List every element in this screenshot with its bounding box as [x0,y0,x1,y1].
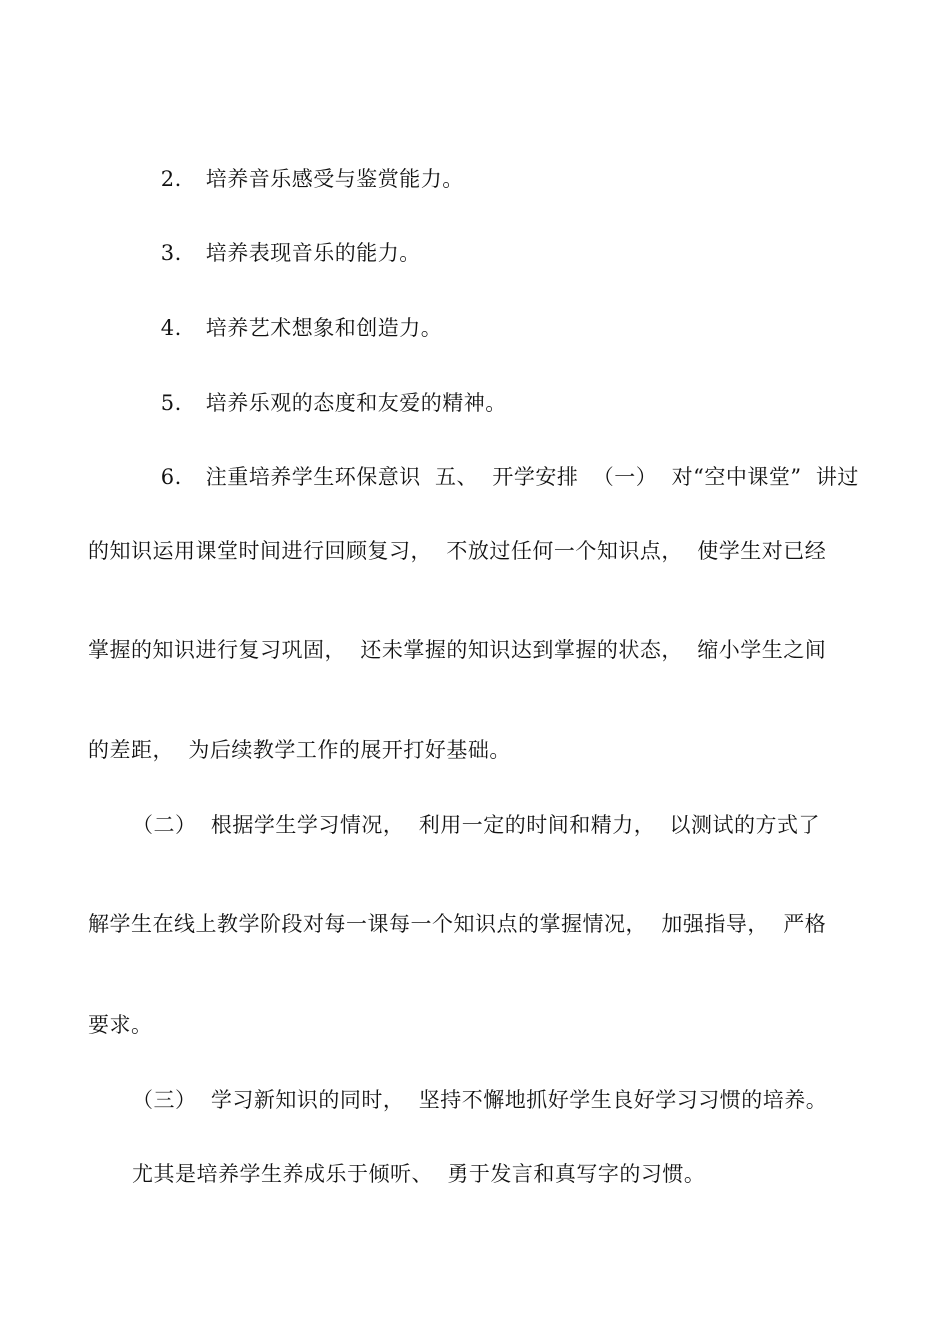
paragraph-line: 尤其是培养学生养成乐于倾听、 勇于发言和真写字的习惯。 [132,1162,706,1186]
list-item-5 [132,364,507,442]
list-item-4 [132,289,442,367]
paragraph-line: （三） 学习新知识的同时， 坚持不懈地抓好学生良好学习习惯的培养。 [132,1088,828,1112]
list-item-text: 注重培养学生环保意识 五、 开学安排 （一） 对“空中课堂” 讲过 [205,465,859,489]
paragraph-line: 的差距， 为后续教学工作的展开打好基础。 [88,738,511,762]
paragraph-line: （二） 根据学生学习情况， 利用一定的时间和精力， 以测试的方式了 [132,813,821,837]
list-item-text: 培养音乐感受与鉴赏能力。 [205,167,464,191]
list-item-text: 培养乐观的态度和友爱的精神。 [205,391,507,415]
list-item-number: 6. [160,465,182,489]
list-item-3 [132,214,421,292]
list-item-6 [132,438,859,516]
list-item-2 [132,140,464,218]
paragraph-line: 解学生在线上教学阶段对每一课每一个知识点的掌握情况， 加强指导， 严格 [88,912,827,936]
list-item-text: 培养表现音乐的能力。 [205,241,421,265]
list-item-number: 5. [160,391,182,415]
list-item-number: 2. [160,167,182,191]
list-item-text: 培养艺术想象和创造力。 [205,316,443,340]
paragraph-line: 的知识运用课堂时间进行回顾复习， 不放过任何一个知识点， 使学生对已经 [88,539,827,563]
paragraph-line: 掌握的知识进行复习巩固， 还未掌握的知识达到掌握的状态， 缩小学生之间 [88,638,827,662]
list-item-number: 3. [160,241,182,265]
list-item-number: 4. [160,316,182,340]
paragraph-line: 要求。 [88,1013,153,1037]
